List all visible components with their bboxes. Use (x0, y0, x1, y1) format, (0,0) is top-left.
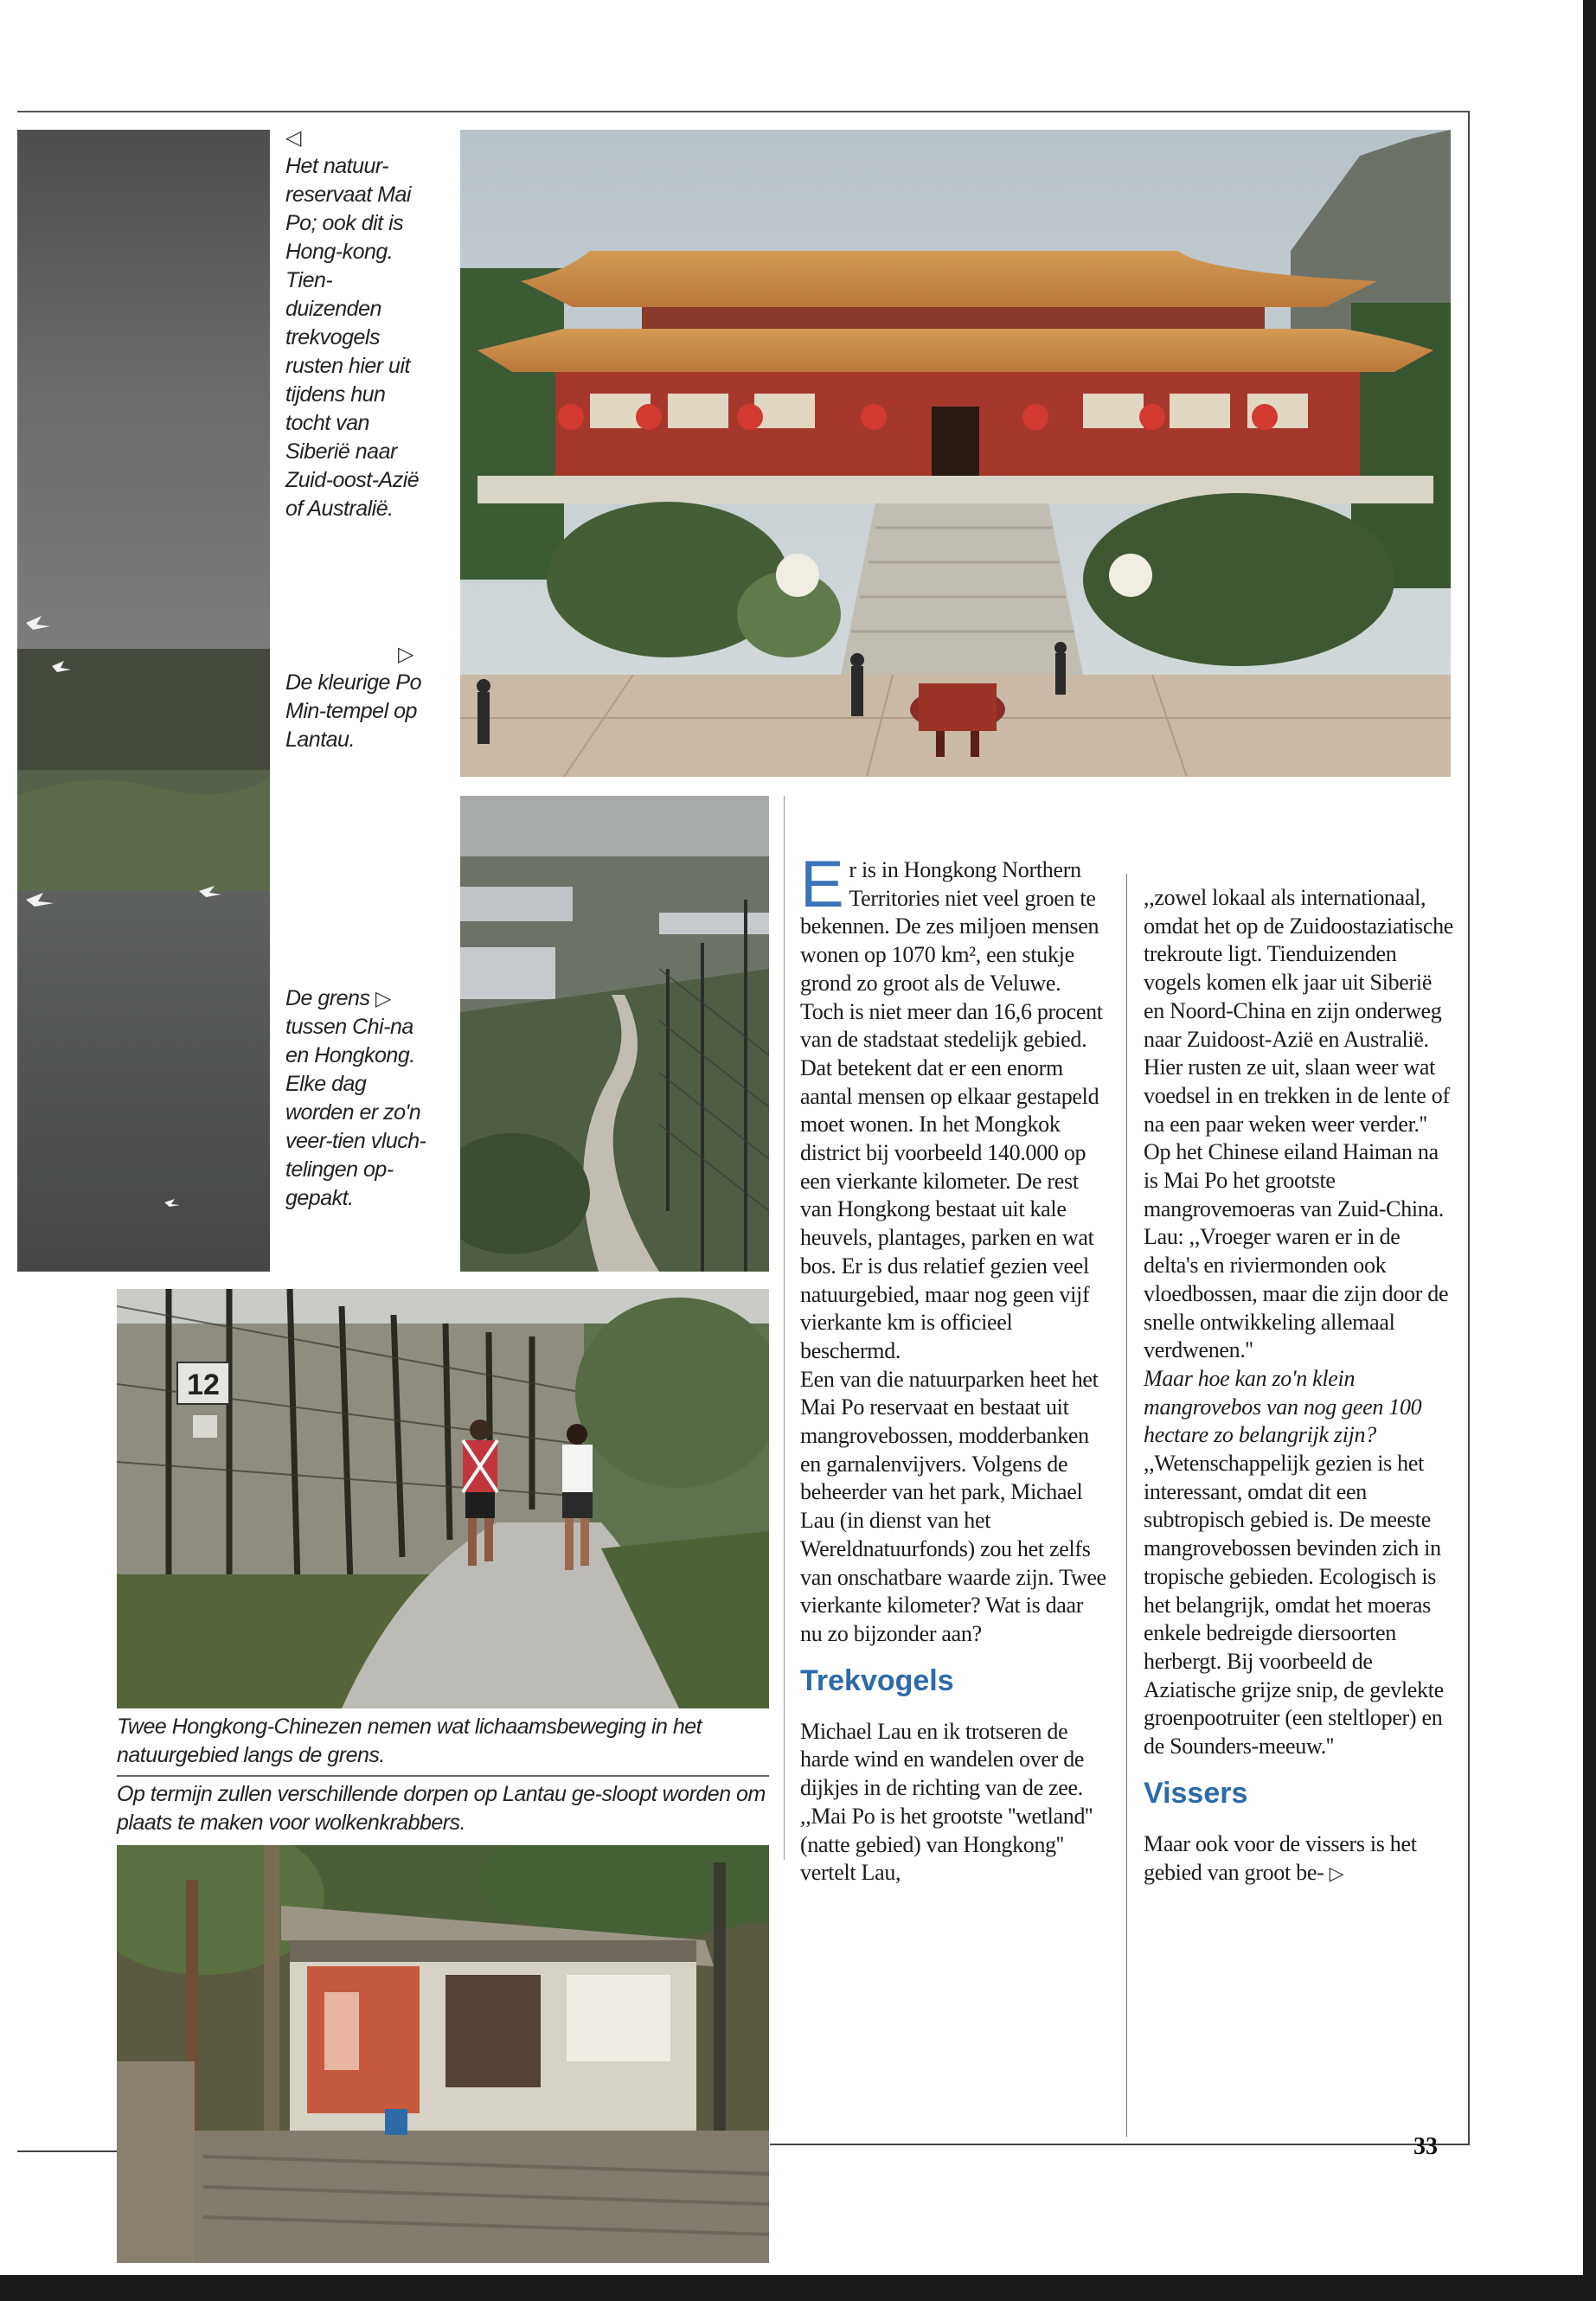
lake-birds-photo (17, 130, 270, 1272)
caption-mai-po: ◁ Het natuur-reservaat Mai Po; ook dit is Hong-kong. Tien-duizenden trekvogels rusten hier uit tijdens hun tocht van Siberië naar Zuid-oost-Azië of Australië. (285, 126, 420, 521)
section-heading-vissers: Vissers (1144, 1776, 1248, 1810)
left-bottom-line (17, 2150, 117, 2152)
caption-villages: Op termijn zullen verschillende dorpen op Lantau ge-sloopt worden om plaats te maken voor wolkenkrabbers. (117, 1782, 766, 1835)
village-photo (117, 1845, 769, 2263)
interview-question: Maar hoe kan zo'n klein mangrovebos van nog geen 100 hectare zo belangrijk zijn? (1144, 1365, 1422, 1448)
caption-separator (117, 1775, 769, 1777)
caption-border: De grens ▷ tussen Chi-na en Hongkong. Elke dag worden er zo'n veer-tien vluch-telingen op-gepakt. (285, 986, 426, 1210)
caption-joggers: Twee Hongkong-Chinezen nemen wat lichaamsbeweging in het natuurgebied langs de grens. (117, 1715, 702, 1767)
header-rule (17, 111, 1469, 112)
page-number: 33 (1413, 2133, 1438, 2160)
caption-temple: ▷ De kleurige Po Min-tempel op Lantau. (285, 643, 421, 752)
bottom-frame-line (770, 2144, 1470, 2145)
continue-arrow-icon: ▷ (1329, 1862, 1344, 1885)
right-frame-line (1468, 111, 1470, 2144)
section-heading-trekvogels: Trekvogels (800, 1663, 954, 1697)
article-column-1: Er is in Hongkong Northern Territories niet veel groen te bekennen. De zes miljoen mensen wonen op 1070 km², een stukje grond zo groot als de Veluwe. Toch is niet meer dan 16,6 procent van de stadstaat stedelijk gebied. Dat betekent dat er een enorm aantal mensen op elkaar gestapeld moet wonen. In het Mongkok district bij voorbeeld 140.000 op een vierkante kilometer. De rest van Hongkong bestaat uit kale heuvels, plantages, parken en wat bos. Er is dus relatief gezien veel natuurgebied, maar nog geen vijf vierkante km is officieel beschermd. Een van die natuurparken heet het Mai Po reservaat en bestaat uit mangrovebossen, modderbanken en garnalenvijvers. Volgens de beheerder van het park, Michael Lau (in dienst van het Wereldnatuurfonds) zou het zelfs van onschatbare waarde zijn. Twee vierkante kilometer? Wat is daar nu zo bijzonder aan? Trekvogels Michael Lau en ik trotseren de harde wind en wandelen over de dijkjes in de richting van de zee. ,,Mai Po is het grootste ''wetland'' (natte gebied) van Hongkong'' vertelt Lau, (800, 848, 1106, 1886)
joggers-photo (117, 1289, 769, 1708)
drop-cap: E (800, 848, 844, 921)
fence-number-label: 12 (187, 1368, 220, 1401)
left-arrow-icon: ◁ (285, 126, 301, 150)
right-arrow-icon: ▷ (398, 643, 413, 666)
article-column-2: ,,zowel lokaal als internationaal, omdat het op de Zuidoostaziatische trekroute ligt. Tienduizenden vogels komen elk jaar uit Siberië en Noord-China en zijn onderweg naar Zuidoost-Azië en Australië. Hier rusten ze uit, slaan weer wat voedsel in en trekken in de lente of na een paar weken weer verder.'' Op het Chinese eiland Haiman na is Mai Po het grootste mangrovemoeras van Zuid-China. Lau: ,,Vroeger waren er in de delta's en riviermonden ook vloedbossen, maar die zijn door de snelle ontwikkeling allemaal verdwenen.'' Maar hoe kan zo'n klein mangrovebos van nog geen 100 hectare zo belangrijk zijn? ,,Wetenschappelijk gezien is het interessant, omdat dit een subtropisch gebied is. De meeste mangrovebossen bevinden zich in tropische gebieden. Ecologisch is het belangrijk, omdat het moeras enkele bedreigde diersoorten herbergt. Bij voorbeeld de Aziatische grijze snip, de gevlekte groenpootruiter (een steltloper) en de Sounders-meeuw.'' Vissers Maar ook voor de vissers is het gebied van groot be- ▷ (1144, 885, 1454, 1885)
column-divider (1126, 874, 1127, 2137)
temple-photo (460, 130, 1451, 777)
right-arrow-icon: ▷ (375, 987, 391, 1010)
column-divider-left (784, 796, 785, 1860)
border-path-photo (460, 796, 769, 1272)
